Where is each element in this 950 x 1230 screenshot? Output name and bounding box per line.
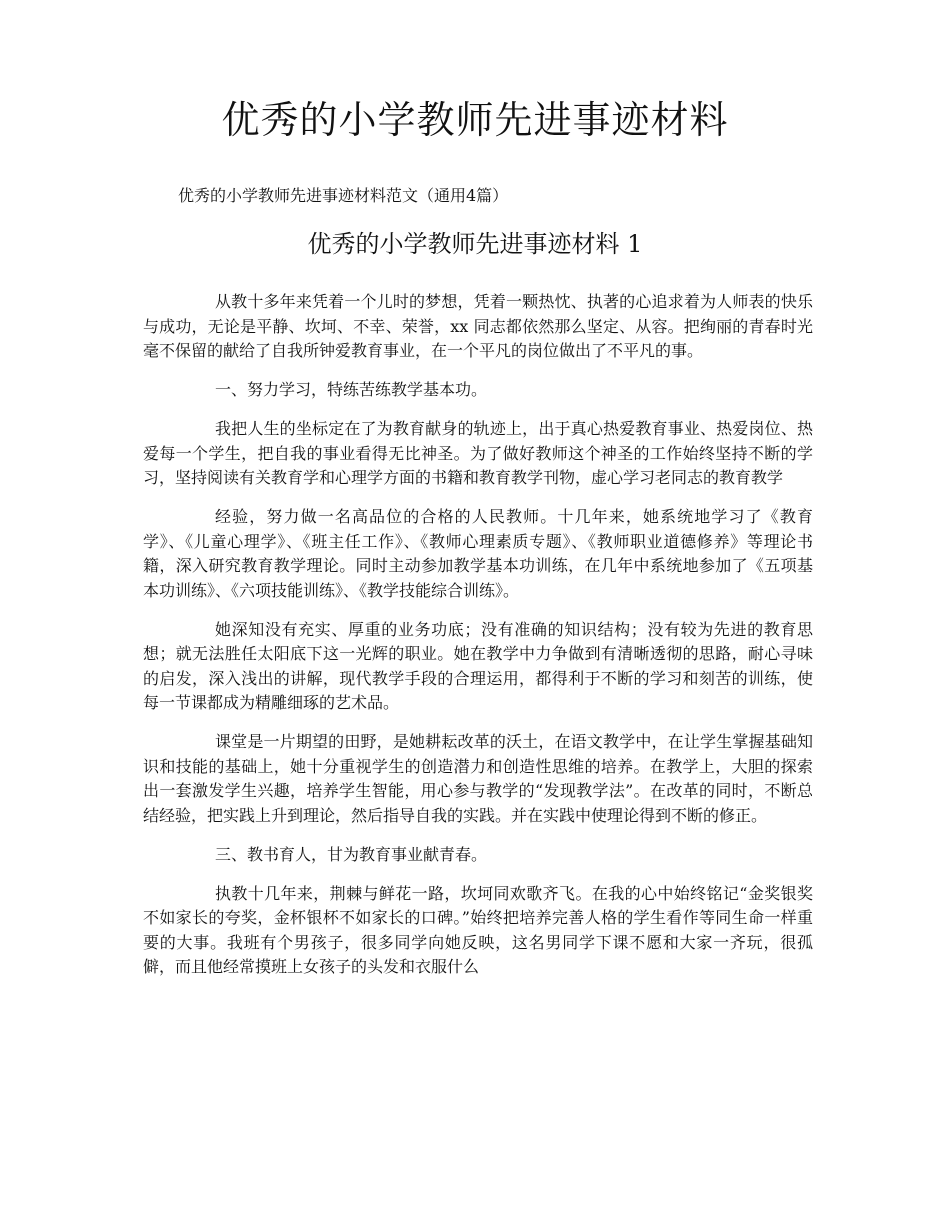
paragraph-experience: 经验，努力做一名高品位的合格的人民教师。十几年来，她系统地学习了《教育学》、《儿童心理学》、《班主任工作》、《教师心理素质专题》、《教师职业道德修养》等理论书籍，深入研究教育教学理论。同时主动参加教学基本功训练，在几年中系统地参加了《五项基本功训练》、《六项技能训练》、《教学技能综合训练》。 xyxy=(143,507,813,600)
paragraph-study: 我把人生的坐标定在了为教育献身的轨迹上，出于真心热爱教育事业、热爱岗位、热爱每一个学生，把自我的事业看得无比神圣。为了做好教师这个神圣的工作始终坚持不断的学习，坚持阅读有关教育学和心理学方面的书籍和教育教学刊物，虚心学习老同志的教育教学 xyxy=(143,419,813,487)
document-subtitle: 优秀的小学教师先进事迹材料范文（通用4篇） xyxy=(178,186,509,205)
heading-educate: 三、教书育人，甘为教育事业献青春。 xyxy=(215,844,488,864)
paragraph-knowledge: 她深知没有充实、厚重的业务功底；没有准确的知识结构；没有较为先进的教育思想；就无法胜任太阳底下这一光辉的职业。她在教学中力争做到有清晰透彻的思路，耐心寻味的启发，深入浅出的讲解，现代教学手段的合理运用，都得利于不断的学习和刻苦的训练，使每一节课都成为精雕细琢的艺术品。 xyxy=(143,619,813,712)
document-title: 优秀的小学教师先进事迹材料 xyxy=(221,98,729,142)
section-title: 优秀的小学教师先进事迹材料 1 xyxy=(307,230,643,258)
paragraph-educate: 执教十几年来，荆棘与鲜花一路，坎坷同欢歌齐飞。在我的心中始终铭记“金奖银奖不如家长的夸奖，金杯银杯不如家长的口碑。”始终把培养完善人格的学生看作等同生命一样重要的大事。我班有个男孩子，很多同学向她反映，这名男同学下课不愿和大家一齐玩，很孤僻，而且他经常摸班上女孩子的头发和衣服什么 xyxy=(143,883,813,976)
paragraph-intro: 从教十多年来凭着一个儿时的梦想，凭着一颗热忱、执著的心追求着为人师表的快乐与成功，无论是平静、坎坷、不幸、荣誉，xx 同志都依然那么坚定、从容。把绚丽的青春时光毫不保留的献给了自我所钟爱教育事业，在一个平凡的岗位做出了不平凡的事。 xyxy=(143,292,813,360)
document-body xyxy=(143,290,813,994)
paragraph-classroom: 课堂是一片期望的田野，是她耕耘改革的沃土，在语文教学中，在让学生掌握基础知识和技能的基础上，她十分重视学生的创造潜力和创造性思维的培养。在教学上，大胆的探索出一套激发学生兴趣，培养学生智能，用心参与教学的“发现教学法”。在改革的同时，不断总结经验，把实践上升到理论，然后指导自我的实践。并在实践中使理论得到不断的修正。 xyxy=(143,732,813,825)
heading-study: 一、努力学习，特练苦练教学基本功。 xyxy=(215,380,488,399)
